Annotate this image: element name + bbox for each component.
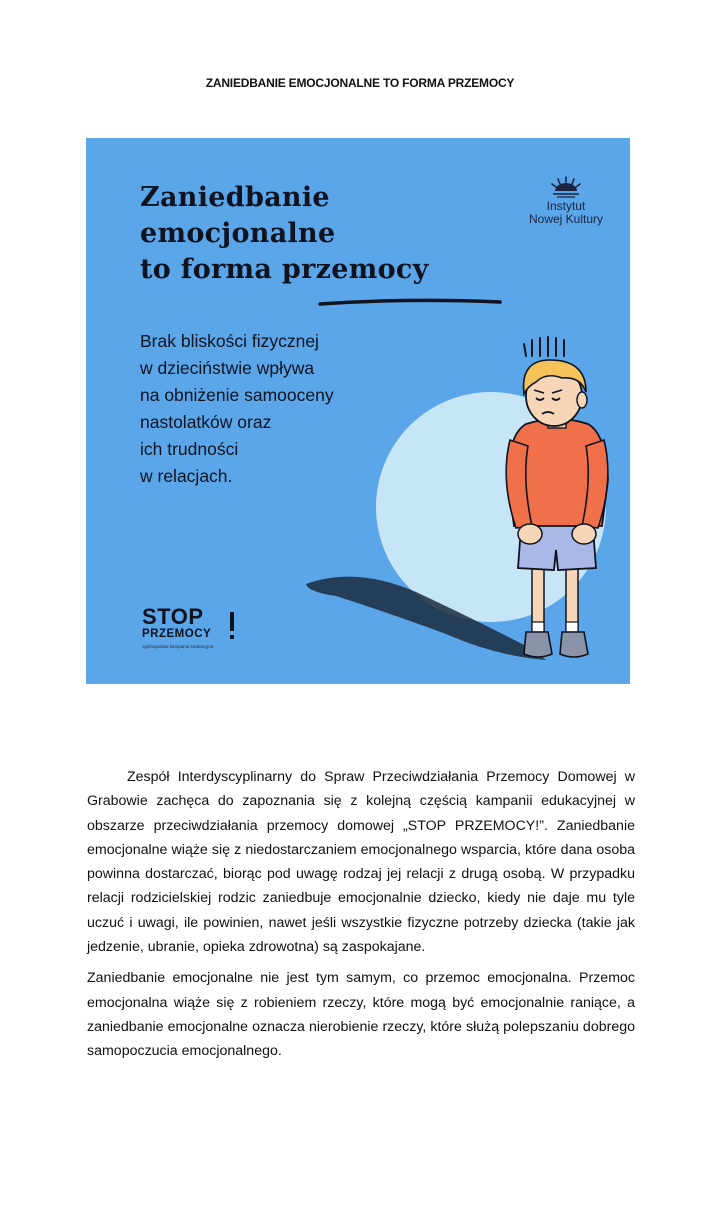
headline-line: to forma przemocy [140, 254, 429, 285]
stop-logo-subtitle: ogólnopolska kampania edukacyjna [142, 644, 214, 649]
institute-name-line: Nowej Kultury [528, 212, 604, 226]
poster-body-line: Brak bliskości fizycznej [140, 331, 319, 351]
poster-body-line: nastolatków oraz [140, 412, 272, 432]
stop-logo-word: STOP [142, 604, 204, 629]
sunrise-icon [549, 176, 583, 198]
sad-boy-illustration [296, 330, 616, 670]
institute-logo [516, 176, 616, 226]
headline-line: Zaniedbanie [140, 182, 330, 213]
headline-line: emocjonalne [140, 218, 336, 249]
article-paragraph: Zespół Interdyscyplinarny do Spraw Przeciwdziałania Przemocy Domowej w Grabowie zachęca do zapoznania się z kolejną częścią kampanii edukacyjnej w obszarze przeciwdziałania przemocy domowej „STOP PRZEMOCY!”. Zaniedbanie emocjonalne wiąże się z niedostarczaniem emocjonalnego wsparcia, które dana osoba powinna dostarczać, biorąc pod uwagę rodzaj jej relacji z drugą osobą. W przypadku relacji rodzicielskiej rodzic zaniedbuje emocjonalnie dziecko, kiedy nie daje mu tyle uczuć i uwagi, ile powinien, nawet jeśli wszystkie fizyczne potrzeby dziecka (takie jak jedzenie, ubranie, opieka zdrowotna) są zaspokajane. [87, 769, 635, 956]
institute-name-line: Instytut [546, 199, 586, 213]
campaign-poster [86, 138, 630, 684]
poster-headline [140, 180, 429, 288]
stop-logo-subword: PRZEMOCY [142, 628, 212, 640]
poster-body-line: w dzieciństwie wpływa [140, 358, 315, 378]
article-paragraph: Zaniedbanie emocjonalne nie jest tym samym, co przemoc emocjonalna. Przemoc emocjonalna wiąże się z robieniem rzeczy, które mogą być emocjonalnie raniące, a zaniedbanie emocjonalne oznacza nierobienie rzeczy, które służą polepszaniu dobrego samopoczucia emocjonalnego. [87, 970, 635, 1060]
headline-underline [318, 297, 502, 307]
poster-body-line: w relacjach. [140, 466, 233, 486]
page-title: ZANIEDBANIE EMOCJONALNE TO FORMA PRZEMOCY [205, 76, 515, 90]
poster-body-line: ich trudności [140, 439, 239, 459]
poster-body-line: na obniżenie samooceny [140, 385, 334, 405]
article-body [87, 765, 635, 1071]
stop-przemocy-logo [142, 606, 213, 649]
exclamation-icon [230, 612, 234, 640]
